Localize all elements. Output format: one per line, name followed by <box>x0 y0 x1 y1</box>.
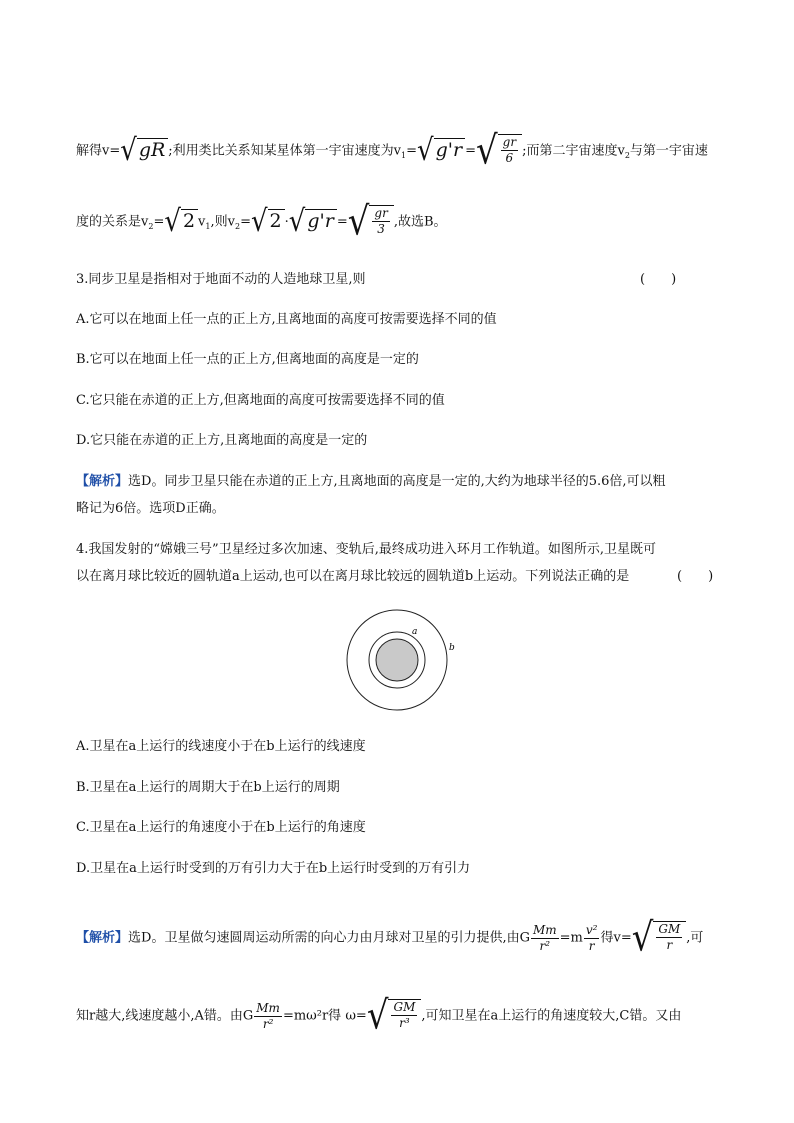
frac-den: r <box>588 938 595 953</box>
text: 得v= <box>600 930 632 946</box>
question-3-stem: 3.同步卫星是指相对于地面不动的人造地球卫星,则 <box>76 272 366 287</box>
sqrt-expression: √ gR <box>120 138 168 164</box>
sqrt-fraction: √ $\frac{GM}{r}$ <box>632 921 687 955</box>
question-3-option-a: A.它可以在地面上任一点的正上方,且离地面的高度可按需要选择不同的值 <box>76 312 497 327</box>
frac-den: 6 <box>505 151 514 165</box>
subscript: 2 <box>234 222 241 232</box>
sqrt-arg: 2 <box>268 209 285 235</box>
subscript: 2 <box>624 151 630 161</box>
answer-bracket: ( ) <box>677 569 714 584</box>
question-3-option-c: C.它只能在赤道的正上方,但离地面的高度可按需要选择不同的值 <box>76 393 445 408</box>
solution-line-2 <box>76 199 447 245</box>
sqrt-expression: √ 2 <box>251 209 285 235</box>
subscript: 1 <box>205 222 211 232</box>
text: = <box>465 143 476 159</box>
text: 与第一宇宙速 <box>629 143 708 159</box>
text: · <box>284 214 289 230</box>
analysis-tag: 【解析】 <box>76 930 129 946</box>
text: ;而第二宇宙速度v <box>522 143 625 159</box>
question-4-option-d: D.卫星在a上运行时受到的万有引力大于在b上运行时受到的万有引力 <box>76 861 471 876</box>
solution-line-1 <box>76 128 708 174</box>
text: ;利用类比关系知某星体第一宇宙速度为v <box>168 143 402 159</box>
text: 选D。同步卫星只能在赤道的正上方,且离地面的高度是一定的,大约为地球半径的5.6倍,可以粗 <box>128 474 666 489</box>
text: ,故选B。 <box>393 214 447 230</box>
question-3-option-b: B.它可以在地面上任一点的正上方,但离地面的高度是一定的 <box>76 352 419 367</box>
question-4-option-b: B.卫星在a上运行的周期大于在b上运行的周期 <box>76 780 340 795</box>
text: 知r越大,线速度越小,A错。由G <box>76 1008 254 1024</box>
text: 解得v= <box>76 143 121 159</box>
sqrt-fraction: √ $\frac{GM}{\text{r³}}$ <box>367 999 422 1033</box>
sqrt-arg: 2 <box>181 209 198 235</box>
question-4-option-c: C.卫星在a上运行的角速度小于在b上运行的角速度 <box>76 820 366 835</box>
text: =m <box>559 930 583 946</box>
sqrt-expression: √ 2 <box>164 209 198 235</box>
text: = <box>336 214 348 230</box>
sqrt-arg: g'r <box>305 209 336 235</box>
frac-num: Mm <box>532 922 557 937</box>
moon <box>376 639 418 681</box>
frac-den: 3 <box>377 222 385 236</box>
text: ,可 <box>686 930 704 946</box>
frac-num: gr <box>374 206 388 220</box>
question-4-analysis-line-2 <box>76 993 682 1039</box>
text: v <box>198 214 206 230</box>
question-4-stem-2: 以在离月球比较近的圆轨道a上运动,也可以在离月球比较远的圆轨道b上运动。下列说法正确的是 <box>76 569 630 584</box>
question-4-option-a: A.卫星在a上运行的线速度小于在b上运行的线速度 <box>76 739 366 754</box>
frac-den: r <box>666 938 673 952</box>
text: 度的关系是v <box>76 214 149 230</box>
question-4-stem-1: 4.我国发射的“嫦娥三号”卫星经过多次加速、变轨后,最终成功进入环月工作轨道。如图所示,卫星既可 <box>76 542 656 557</box>
frac-den: r² <box>539 938 551 953</box>
subscript: 1 <box>401 151 407 161</box>
text: =mω²r得 ω= <box>282 1008 367 1024</box>
subscript: 2 <box>148 222 154 232</box>
text: 选D。卫星做匀速圆周运动所需的向心力由月球对卫星的引力提供,由G <box>128 930 530 946</box>
orbit-b-label: b <box>449 643 455 653</box>
sqrt-fraction: √ $\frac{gr}{6}$ <box>476 134 522 168</box>
frac-num: gr <box>502 135 517 149</box>
answer-bracket: ( ) <box>640 272 677 287</box>
frac-den: r² <box>262 1016 274 1031</box>
sqrt-expression: √ g'r <box>417 138 465 164</box>
text: = <box>406 143 418 159</box>
orbit-diagram <box>340 606 470 716</box>
sqrt-arg: gR <box>137 138 168 164</box>
sqrt-expression: √ g'r <box>289 209 337 235</box>
question-3-option-d: D.它只能在赤道的正上方,且离地面的高度是一定的 <box>76 433 368 448</box>
text: = <box>153 214 165 230</box>
frac-num: GM <box>658 922 681 936</box>
question-3-analysis-line-2: 略记为6倍。选项D正确。 <box>76 501 225 516</box>
sqrt-fraction: √ $\frac{gr}{3}$ <box>348 205 394 239</box>
question-3-analysis-line-1 <box>76 473 666 491</box>
orbit-a-label: a <box>412 627 418 637</box>
analysis-tag: 【解析】 <box>76 474 129 489</box>
text: ,则v <box>210 214 235 230</box>
question-4-analysis-line-1 <box>76 915 704 961</box>
text: ,可知卫星在a上运行的角速度较大,C错。又由 <box>421 1008 682 1024</box>
text: = <box>240 214 251 230</box>
frac-num: v² <box>585 922 598 937</box>
frac-num: GM <box>393 1000 416 1014</box>
sqrt-arg: g'r <box>434 138 465 164</box>
frac-num: Mm <box>256 1000 280 1015</box>
frac-den: r³ <box>399 1016 410 1030</box>
